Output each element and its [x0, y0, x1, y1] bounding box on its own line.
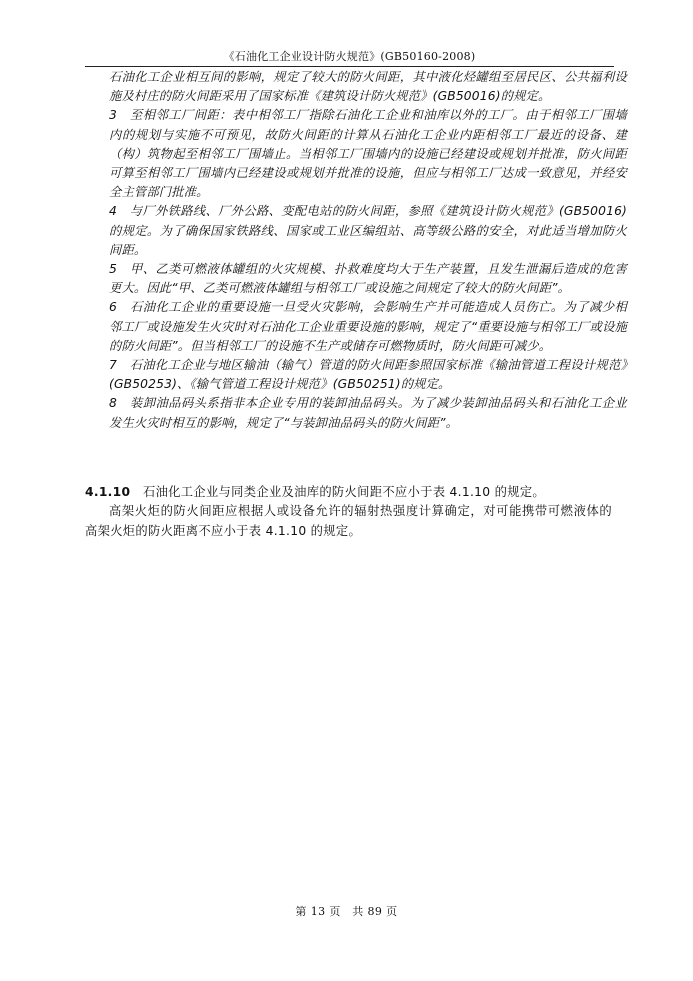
commentary-item-3: 3 至相邻工厂间距：表中相邻工厂指除石油化工企业和油库以外的工厂。由于相邻工厂围墙内的规划与实施不可预见，故防火间距的计算从石油化工企业内距相邻工厂最近的设备、建（构）筑物起至相邻工厂围墙止。当相邻工厂围墙内的设施已经建设或规划并批准，防火间距可算至相邻工厂围墙内已经建设或规划并批准的设施，但应与相邻工厂达成一致意见，并经安全主管部门批准。 [109, 108, 627, 200]
clause-4-1-10 [85, 483, 612, 541]
commentary-block [109, 68, 627, 433]
clause-number: 4.1.10 [85, 485, 131, 499]
commentary-item-6: 6 石油化工企业的重要设施一旦受火灾影响，会影响生产并可能造成人员伤亡。为了减少相邻工厂或设施发生火灾时对石油化工企业重要设施的影响，规定了“重要设施与相邻工厂或设施的防火间距”。但当相邻工厂的设施不生产或储存可燃物质时，防火间距可减少。 [109, 300, 627, 353]
page-number: 第 13 页 共 89 页 [295, 905, 398, 918]
page-header [85, 48, 614, 67]
commentary-item-7: 7 石油化工企业与地区输油（输气）管道的防火间距参照国家标准《输油管道工程设计规范》(GB50253)、《输气管道工程设计规范》(GB50251)的规定。 [109, 358, 627, 392]
clause-heading [85, 483, 612, 502]
page-footer [0, 904, 693, 920]
commentary-item-5: 5 甲、乙类可燃液体罐组的火灾规模、扑救难度均大于生产装置，且发生泄漏后造成的危害更大。因此“甲、乙类可燃液体罐组与相邻工厂或设施之间规定了较大的防火间距”。 [109, 262, 627, 296]
clause-text: 石油化工企业与同类企业及油库的防火间距不应小于表 4.1.10 的规定。 [130, 485, 546, 499]
commentary-item-8: 8 装卸油品码头系指非本企业专用的装卸油品码头。为了减少装卸油品码头和石油化工企业发生火灾时相互的影响，规定了“与装卸油品码头的防火间距”。 [109, 396, 627, 430]
clause-paragraph: 高架火炬的防火间距应根据人或设备允许的辐射热强度计算确定，对可能携带可燃液体的高架火炬的防火距离不应小于表 4.1.10 的规定。 [85, 504, 612, 538]
commentary-paragraph: 石油化工企业相互间的影响，规定了较大的防火间距，其中液化烃罐组至居民区、公共福利设施及村庄的防火间距采用了国家标准《建筑设计防火规范》(GB50016)的规定。 [109, 70, 627, 104]
commentary-item-4: 4 与厂外铁路线、厂外公路、变配电站的防火间距，参照《建筑设计防火规范》(GB50016)的规定。为了确保国家铁路线、国家或工业区编组站、高等级公路的安全，对此适当增加防火间距。 [109, 204, 627, 257]
document-title: 《石油化工企业设计防火规范》(GB50160-2008) [223, 50, 476, 63]
